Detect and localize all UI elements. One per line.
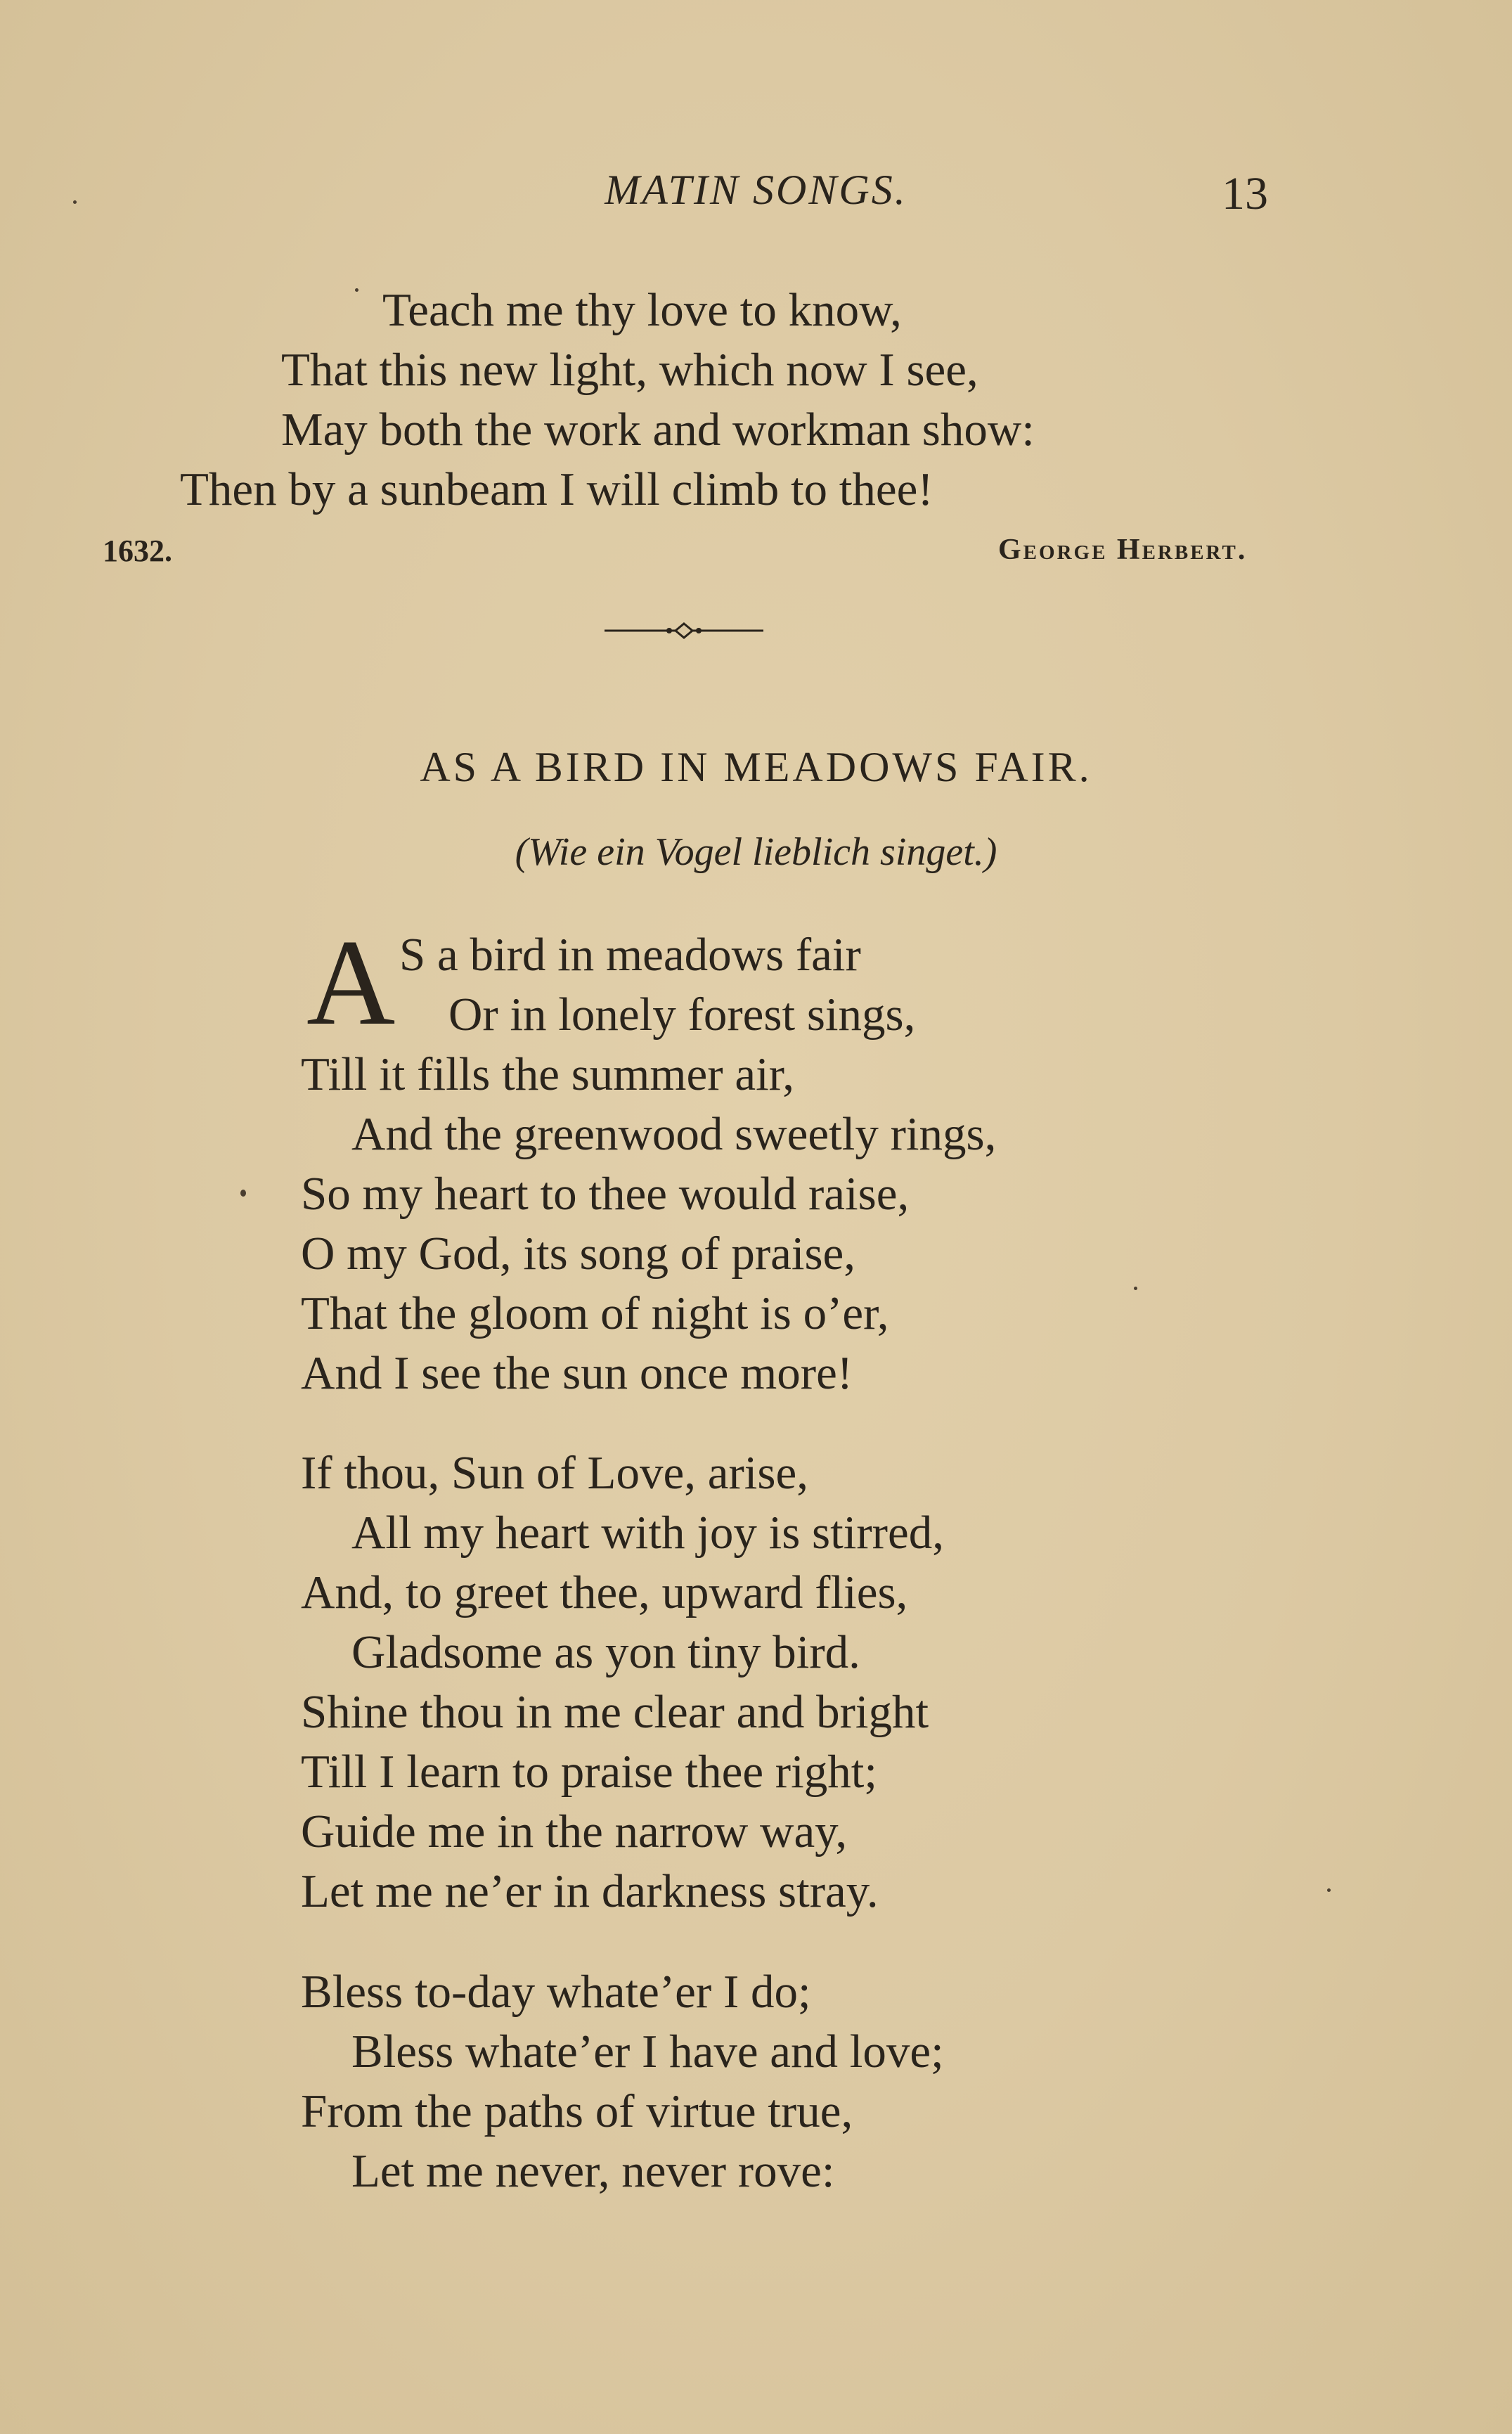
poem-line: All my heart with joy is stirred,	[351, 1507, 944, 1559]
poem-title: AS A BIRD IN MEADOWS FAIR.	[420, 744, 1092, 790]
page-number: 13	[1222, 168, 1268, 219]
poem-line: And, to greet thee, upward flies,	[301, 1566, 908, 1618]
poem-line: So my heart to thee would raise,	[301, 1168, 910, 1220]
poem-line: Till it fills the summer air,	[301, 1048, 795, 1100]
poem-line: From the paths of virtue true,	[301, 2085, 853, 2137]
poem-line: And I see the sun once more!	[301, 1347, 853, 1399]
poem-line: If thou, Sun of Love, arise,	[301, 1447, 808, 1499]
poem-year: 1632.	[103, 534, 172, 568]
poem-line: Bless to-day whate’er I do;	[301, 1966, 811, 2018]
poem-line: Let me never, never rove:	[351, 2145, 835, 2197]
poem-line: Shine thou in me clear and bright	[301, 1686, 929, 1738]
poem-line: Let me ne’er in darkness stray.	[301, 1865, 879, 1917]
poem-line: O my God, its song of praise,	[301, 1228, 856, 1280]
poem-author: George Herbert.	[998, 534, 1248, 566]
previous-poem-line: Teach me thy love to know,	[382, 284, 902, 336]
poem-line: Bless whate’er I have and love;	[351, 2026, 944, 2078]
paper-speck	[1327, 1888, 1331, 1892]
previous-poem-line: That this new light, which now I see,	[281, 344, 978, 396]
poem-line: Or in lonely forest sings,	[448, 989, 916, 1041]
poem-line: And the greenwood sweetly rings,	[351, 1108, 997, 1160]
poem-subtitle: (Wie ein Vogel lieblich singet.)	[515, 830, 997, 874]
paper-speck	[73, 200, 77, 204]
paper-speck	[1134, 1287, 1137, 1290]
poem-line: Gladsome as yon tiny bird.	[351, 1626, 860, 1678]
paper-speck	[355, 288, 358, 292]
paper-speck	[240, 1190, 246, 1197]
previous-poem-line: May both the work and workman show:	[281, 404, 1035, 456]
running-head: MATIN SONGS.	[605, 167, 907, 213]
ornament-divider	[605, 620, 763, 641]
poem-first-line: S a bird in meadows fair	[399, 929, 861, 981]
drop-cap: A	[306, 914, 396, 1050]
previous-poem-line: Then by a sunbeam I will climb to thee!	[180, 463, 933, 515]
poem-line: Till I learn to praise thee right;	[301, 1746, 877, 1798]
poem-line: That the gloom of night is o’er,	[301, 1287, 889, 1339]
poem-line: Guide me in the narrow way,	[301, 1805, 848, 1857]
